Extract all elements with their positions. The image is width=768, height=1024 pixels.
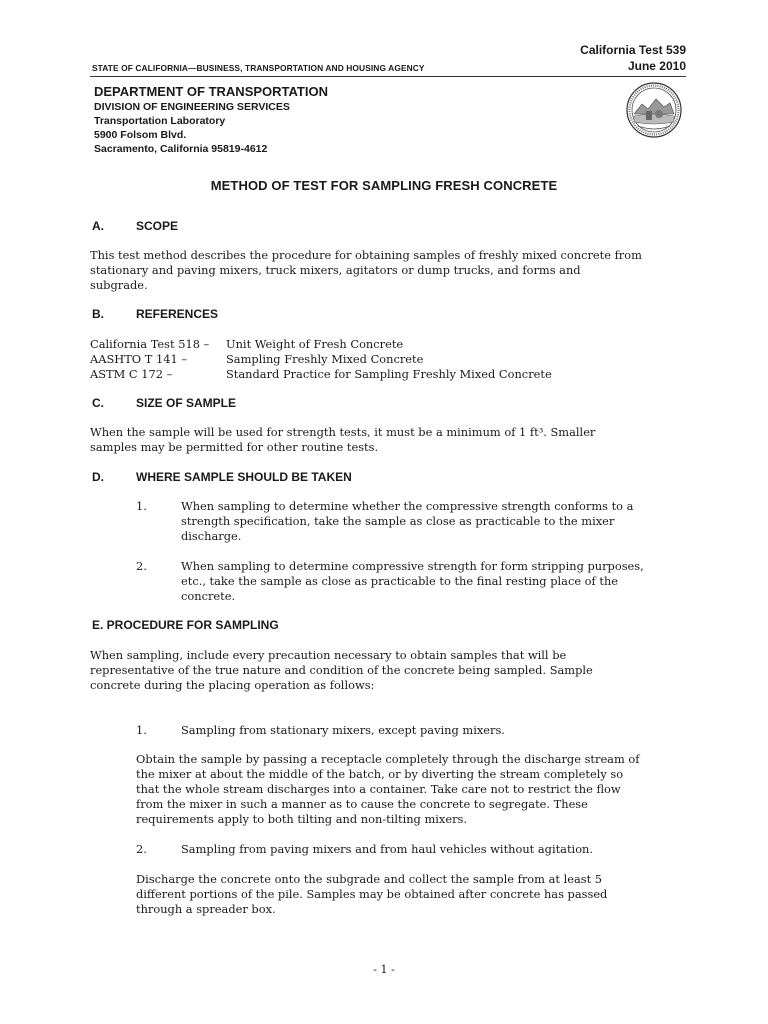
list-item-number: 2. — [136, 559, 147, 573]
procedure-line: the mixer at about the middle of the batch, or by diverting the stream completely so — [136, 767, 624, 781]
list-item-title: Sampling from stationary mixers, except paving mixers. — [181, 723, 505, 737]
section-e-title: E. PROCEDURE FOR SAMPLING — [92, 618, 279, 632]
address-line-city: Sacramento, California 95819-4612 — [94, 143, 268, 155]
procedure-line: that the whole stream discharges into a container. Take care not to restrict the flow — [136, 782, 621, 796]
section-b-letter: B. — [92, 307, 104, 321]
list-item-number: 1. — [136, 723, 147, 737]
scope-line-2: stationary and paving mixers, truck mixers, agitators or dump trucks, and forms and — [90, 263, 581, 277]
department-title: DEPARTMENT OF TRANSPORTATION — [94, 84, 328, 99]
test-number: California Test 539 — [580, 43, 686, 57]
address-line-lab: Transportation Laboratory — [94, 115, 226, 127]
procedure-line: through a spreader box. — [136, 902, 276, 916]
section-a-letter: A. — [92, 219, 104, 233]
list-item-number: 2. — [136, 842, 147, 856]
list-item-title: Sampling from paving mixers and from haul vehicles without agitation. — [181, 842, 594, 856]
reference-code: AASHTO T 141 – — [90, 352, 188, 366]
reference-description: Sampling Freshly Mixed Concrete — [226, 352, 424, 366]
california-state-seal-icon — [626, 82, 682, 138]
procedure-line: Obtain the sample by passing a receptacle completely through the discharge stream of — [136, 752, 640, 766]
list-item-line: When sampling to determine whether the compressive strength conforms to a — [181, 499, 634, 513]
procedure-line: from the mixer in such a manner as to cause the concrete to segregate. These — [136, 797, 588, 811]
section-a-title: SCOPE — [136, 219, 179, 233]
section-b-title: REFERENCES — [136, 307, 219, 321]
section-c-letter: C. — [92, 396, 104, 410]
scope-line-1: This test method describes the procedure for obtaining samples of freshly mixed concrete from — [90, 248, 642, 262]
agency-line: STATE OF CALIFORNIA—BUSINESS, TRANSPORTATION AND HOUSING AGENCY — [92, 63, 425, 73]
procedure-intro-line-1: When sampling, include every precaution necessary to obtain samples that will be — [90, 648, 567, 662]
list-item-line: discharge. — [181, 529, 242, 543]
reference-code: California Test 518 – — [90, 337, 210, 351]
section-d-title: WHERE SAMPLE SHOULD BE TAKEN — [136, 470, 352, 484]
section-d-letter: D. — [92, 470, 104, 484]
list-item-line: etc., take the sample as close as practicable to the final resting place of the — [181, 574, 619, 588]
address-line-street: 5900 Folsom Blvd. — [94, 129, 187, 141]
reference-description: Unit Weight of Fresh Concrete — [226, 337, 404, 351]
procedure-line: different portions of the pile. Samples may be obtained after concrete has passed — [136, 887, 608, 901]
size-line-2: samples may be permitted for other routine tests. — [90, 440, 379, 454]
section-c-title: SIZE OF SAMPLE — [136, 396, 237, 410]
scope-line-3: subgrade. — [90, 278, 148, 292]
header-rule — [90, 76, 686, 77]
list-item-number: 1. — [136, 499, 147, 513]
procedure-intro-line-3: concrete during the placing operation as follows: — [90, 678, 375, 692]
procedure-line: requirements apply to both tilting and non-tilting mixers. — [136, 812, 467, 826]
list-item-line: concrete. — [181, 589, 236, 603]
list-item-line: strength specification, take the sample as close as practicable to the mixer — [181, 514, 615, 528]
size-line-1: When the sample will be used for strength tests, it must be a minimum of 1 ft³. Smaller — [90, 425, 596, 439]
test-date: June 2010 — [627, 59, 686, 73]
address-line-division: DIVISION OF ENGINEERING SERVICES — [94, 101, 290, 113]
document-title: METHOD OF TEST FOR SAMPLING FRESH CONCRETE — [210, 178, 558, 193]
reference-code: ASTM C 172 – — [90, 367, 173, 381]
procedure-line: Discharge the concrete onto the subgrade and collect the sample from at least 5 — [136, 872, 603, 886]
page-number: - 1 - — [373, 963, 395, 976]
list-item-line: When sampling to determine compressive strength for form stripping purposes, — [181, 559, 644, 573]
procedure-intro-line-2: representative of the true nature and condition of the concrete being sampled. Sample — [90, 663, 593, 677]
reference-description: Standard Practice for Sampling Freshly Mixed Concrete — [226, 367, 552, 381]
